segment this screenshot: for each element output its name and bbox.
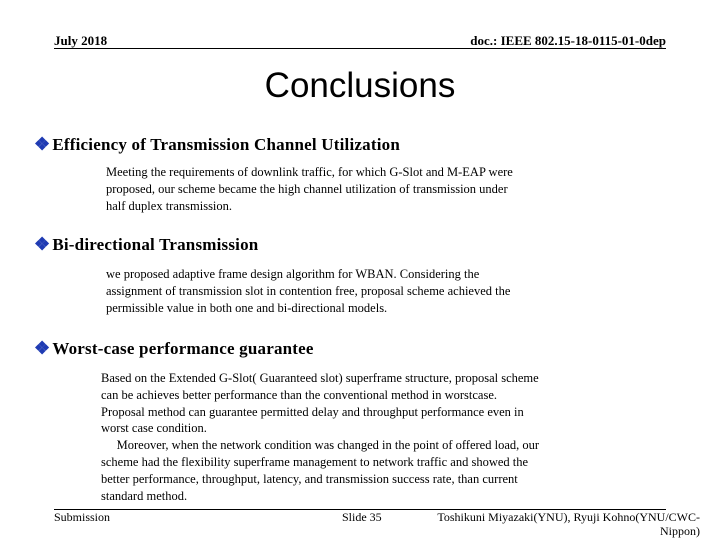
header-doc-id: doc.: IEEE 802.15-18-0115-01-0dep (470, 33, 666, 48)
section-heading-text: Worst-case performance guarantee (52, 339, 314, 358)
section-heading-text: Bi-directional Transmission (52, 235, 259, 254)
footer-authors-line: Nippon) (660, 524, 700, 538)
slide-title: Conclusions (264, 66, 456, 105)
footer-slide-number: Slide 35 (342, 510, 382, 524)
body-line: better performance, throughput, latency, and transmission success rate, than current (101, 471, 518, 486)
footer-submission: Submission (54, 510, 111, 524)
body-line: Proposal method can guarantee permitted delay and throughput performance even in (101, 404, 524, 419)
diamond-bullet-icon: ❖ (34, 234, 51, 254)
body-line: permissible value in both one and bi-directional models. (106, 301, 388, 315)
body-line: we proposed adaptive frame design algorithm for WBAN. Considering the (106, 267, 480, 281)
section-heading-worst-case (34, 338, 314, 359)
body-line: can be achieves better performance than the conventional method in worstcase. (101, 387, 498, 402)
header-date: July 2018 (54, 33, 108, 48)
section-heading-efficiency (34, 134, 400, 155)
body-line: half duplex transmission. (106, 199, 233, 213)
body-line: Meeting the requirements of downlink traffic, for which G-Slot and M-EAP were (106, 165, 513, 179)
footer-authors (430, 510, 700, 538)
body-line: assignment of transmission slot in contention free, proposal scheme achieved the (106, 284, 511, 298)
diamond-bullet-icon: ❖ (34, 338, 51, 358)
body-line: Based on the Extended G-Slot( Guaranteed slot) superframe structure, proposal scheme (101, 371, 539, 385)
section-body-bidirectional (106, 266, 510, 317)
body-line: Moreover, when the network condition was changed in the point of offered load, our (101, 438, 540, 453)
body-line: worst case condition. (101, 421, 207, 436)
section-heading-text: Efficiency of Transmission Channel Utilization (52, 135, 400, 154)
diamond-bullet-icon: ❖ (34, 134, 51, 154)
body-line: scheme had the flexibility superframe management to network traffic and showed the (101, 454, 529, 469)
section-heading-bidirectional (34, 234, 258, 255)
section-body-worst-case (101, 370, 539, 504)
header-divider (54, 48, 666, 49)
section-body-efficiency (106, 164, 513, 215)
footer-authors-line: Toshikuni Miyazaki(YNU), Ryuji Kohno(YNU/CWC- (437, 510, 700, 524)
body-line: proposed, our scheme became the high channel utilization of transmission under (106, 182, 508, 196)
body-line: standard method. (101, 488, 188, 503)
